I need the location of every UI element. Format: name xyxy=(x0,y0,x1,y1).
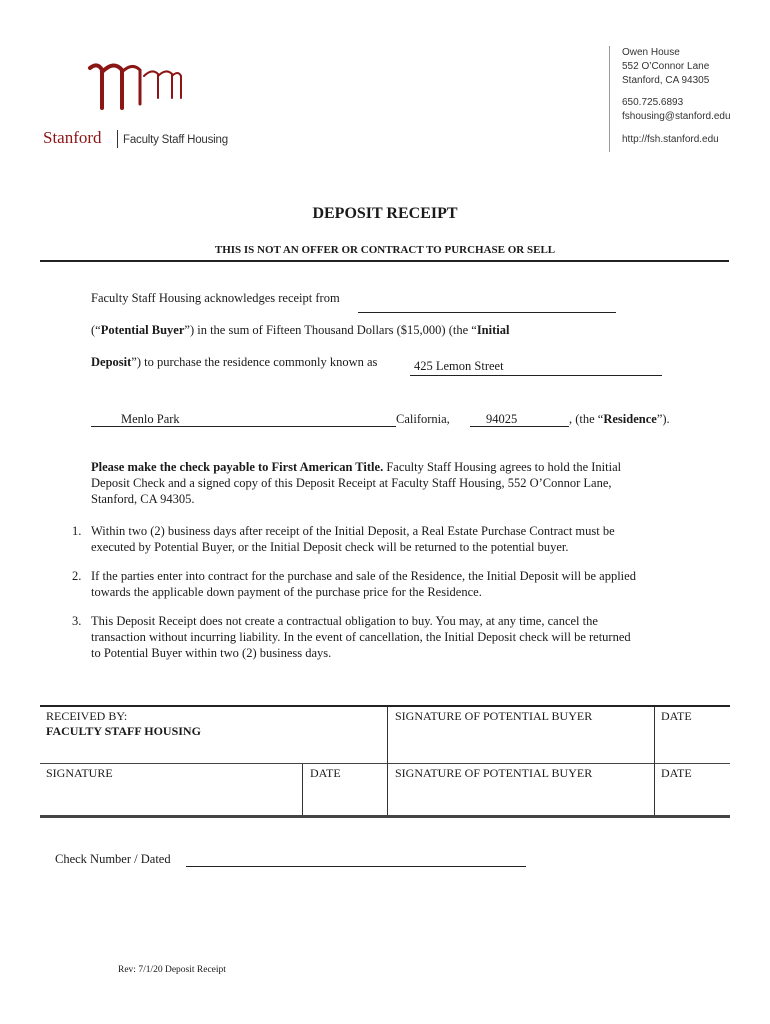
buyer-signature-label-1: SIGNATURE OF POTENTIAL BUYER xyxy=(395,709,593,723)
residence-text: , (the “Residence”). xyxy=(569,412,670,426)
state-text: California, xyxy=(396,412,450,426)
unit-name: Faculty Staff Housing xyxy=(123,134,228,146)
page-title: DEPOSIT RECEIPT xyxy=(312,205,458,222)
page-subtitle: THIS IS NOT AN OFFER OR CONTRACT TO PURCHASE OR SELL xyxy=(214,244,556,256)
check-number-field[interactable] xyxy=(186,852,526,867)
table-middle-rule xyxy=(40,763,730,764)
initial-term: Initial xyxy=(476,323,510,337)
ack-text: Faculty Staff Housing acknowledges receipt from xyxy=(91,291,340,305)
phone: 650.725.6893 xyxy=(622,97,684,108)
received-org: FACULTY STAFF HOUSING xyxy=(46,724,201,738)
received-by-cell xyxy=(46,709,201,739)
buyer-signature-field-2[interactable] xyxy=(395,766,650,812)
received-by-label: RECEIVED BY: xyxy=(46,709,128,723)
city-field[interactable]: Menlo Park xyxy=(91,410,396,427)
address-rule xyxy=(609,46,610,152)
table-divider xyxy=(387,707,388,815)
title-rule xyxy=(40,260,729,262)
table-divider xyxy=(302,764,303,815)
street-field[interactable]: 425 Lemon Street xyxy=(410,357,662,376)
payment-instructions: Please make the check payable to First American Title. Faculty Staff Housing agrees to hold the Initial Deposit Check and a signed copy of this Deposit Receipt at Faculty Staff Housing, 552 O’Connor Lane, Stanford, CA 94305. xyxy=(91,460,622,506)
stanford-logo-icon xyxy=(84,58,184,114)
revision-footer: Rev: 7/1/20 Deposit Receipt xyxy=(118,965,226,975)
fsh-date-field[interactable] xyxy=(310,766,382,812)
deposit-sentence: Deposit”) to purchase the residence commonly known as xyxy=(91,355,378,369)
buyer-name-field[interactable] xyxy=(358,296,616,313)
email-link[interactable]: fshousing@stanford.edu xyxy=(622,111,731,122)
address-line: Owen House xyxy=(622,47,680,58)
check-number-label: Check Number / Dated xyxy=(55,852,171,866)
logo-divider xyxy=(117,130,118,148)
buyer-signature-field-1[interactable] xyxy=(395,709,650,759)
table-bottom-rule xyxy=(40,815,730,818)
zip-field[interactable]: 94025 xyxy=(470,410,569,427)
buyer-signature-label-2: SIGNATURE OF POTENTIAL BUYER xyxy=(395,766,593,780)
signature-label: SIGNATURE xyxy=(46,766,113,780)
potential-buyer-term: Potential Buyer xyxy=(100,323,185,337)
payable-note: Please make the check payable to First American Title. xyxy=(91,460,384,474)
buyer-sentence: (“Potential Buyer”) in the sum of Fifteen Thousand Dollars ($15,000) (the “Initial xyxy=(91,323,510,337)
table-top-rule xyxy=(40,705,730,707)
deposit-term: Deposit xyxy=(91,355,132,369)
buyer-date-field-1[interactable] xyxy=(661,709,726,759)
buyer-date-label-2: DATE xyxy=(661,766,692,780)
stanford-wordmark: Stanford xyxy=(43,128,102,147)
address-block xyxy=(622,46,709,88)
residence-term: Residence xyxy=(603,412,657,426)
buyer-date-label-1: DATE xyxy=(661,709,692,723)
fsh-signature-field[interactable] xyxy=(46,766,296,812)
website-link[interactable]: http://fsh.stanford.edu xyxy=(622,134,719,145)
fsh-date-label: DATE xyxy=(310,766,341,780)
address-line: Stanford, CA 94305 xyxy=(622,75,710,86)
table-divider xyxy=(654,707,655,815)
buyer-date-field-2[interactable] xyxy=(661,766,726,812)
address-line: 552 O’Connor Lane xyxy=(622,61,710,72)
